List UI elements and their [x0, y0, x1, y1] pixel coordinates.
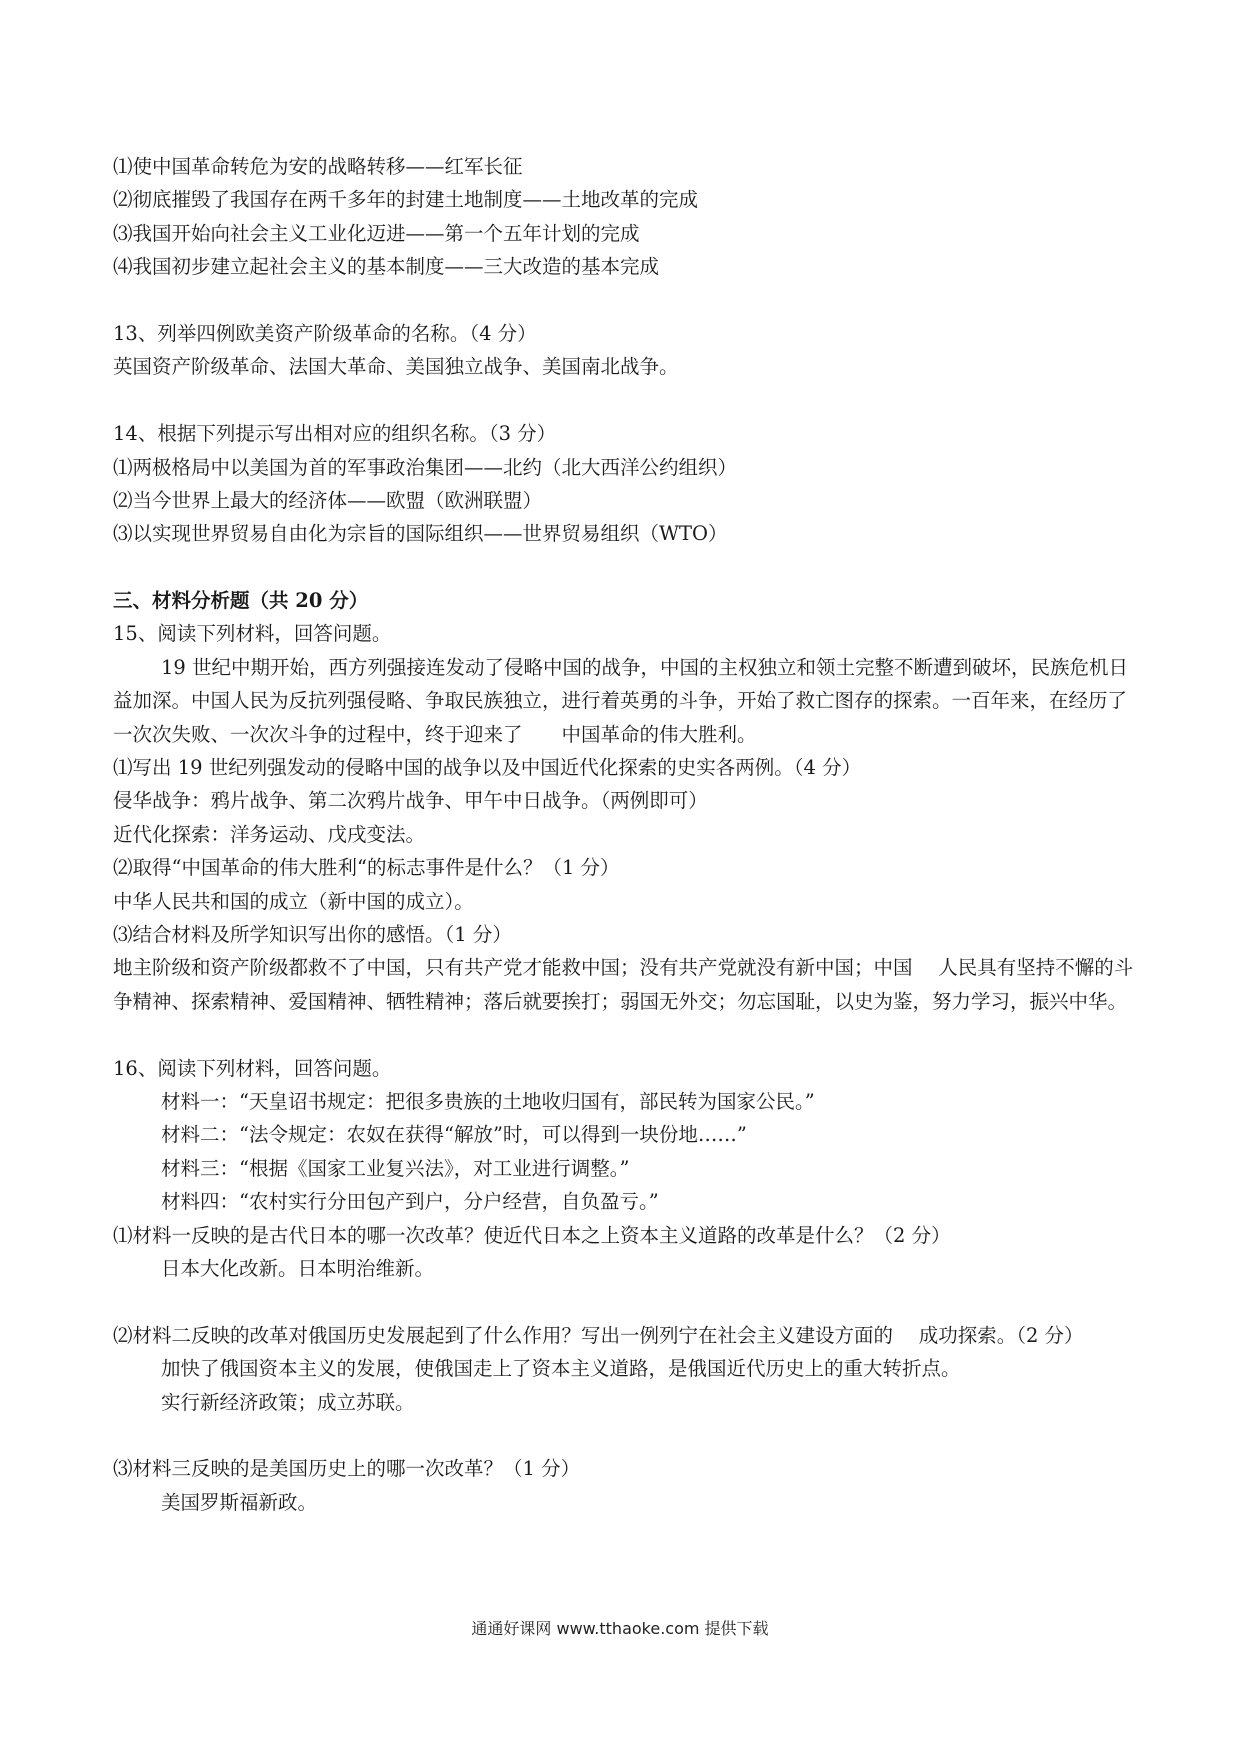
q16-sub2-question: ⑵材料二反映的改革对俄国历史发展起到了什么作用？写出一例列宁在社会主义建设方面的 成功探索。（2 分） [113, 1323, 1084, 1347]
q15-question: 15、阅读下列材料，回答问题。 [113, 622, 392, 646]
q16-material-4: 材料四：“农村实行分田包产到户，分户经营，自负盈亏。” [161, 1190, 659, 1214]
q16-material-1: 材料一：“天皇诏书规定：把很多贵族的土地收归国有，部民转为国家公民。” [161, 1090, 815, 1114]
q13-question: 13、列举四例欧美资产阶级革命的名称。（4 分） [113, 321, 537, 345]
q15-sub2-question: ⑵取得“中国革命的伟大胜利“的标志事件是什么？（1 分） [113, 856, 620, 880]
q15-sub2-answer: 中华人民共和国的成立（新中国的成立）。 [113, 889, 474, 913]
section-heading: 三、材料分析题（共 20 分） [113, 589, 369, 613]
q14-item-2: ⑵当今世界上最大的经济体——欧盟（欧洲联盟） [113, 488, 543, 512]
q16-sub2-answer-1: 加快了俄国资本主义的发展，使俄国走上了资本主义道路，是俄国近代历史上的重大转折点。 [161, 1357, 961, 1381]
q16-sub3-answer: 美国罗斯福新政。 [161, 1490, 318, 1514]
q15-sub3-answer: 地主阶级和资产阶级都救不了中国，只有共产党才能救中国；没有共产党就没有新中国；中国 人民具有坚持不懈的斗争精神、探索精神、爱国精神、牺牲精神；落后就要挨打；弱国无外交；勿忘国耻，以史为鉴，努力学习，振兴中华。 [113, 956, 1134, 1013]
q15-sub3-question: ⑶结合材料及所学知识写出你的感悟。（1 分） [113, 923, 512, 947]
q13-answer: 英国资产阶级革命、法国大革命、美国独立战争、美国南北战争。 [113, 355, 679, 379]
q14-question: 14、根据下列提示写出相对应的组织名称。（3 分） [113, 422, 557, 446]
q12-item-3: ⑶我国开始向社会主义工业化迈进——第一个五年计划的完成 [113, 221, 640, 245]
q12-item-4: ⑷我国初步建立起社会主义的基本制度——三大改造的基本完成 [113, 255, 660, 279]
q15-sub1-answer-2: 近代化探索：洋务运动、戊戌变法。 [113, 822, 426, 846]
q16-sub2-answer-2: 实行新经济政策；成立苏联。 [161, 1390, 415, 1414]
q14-item-3: ⑶以实现世界贸易自由化为宗旨的国际组织——世界贸易组织（WTO） [113, 522, 728, 546]
q15-sub1-answer-1: 侵华战争：鸦片战争、第二次鸦片战争、甲午中日战争。（两例即可） [113, 789, 708, 813]
q16-sub1-answer: 日本大化改新。日本明治维新。 [161, 1256, 435, 1280]
q12-item-1: ⑴使中国革命转危为安的战略转移——红军长征 [113, 155, 523, 178]
q15-sub1-question: ⑴写出 19 世纪列强发动的侵略中国的战争以及中国近代化探索的史实各两例。（4 分） [113, 756, 862, 780]
q16-material-2: 材料二：“法令规定：农奴在获得“解放”时，可以得到一块份地……” [161, 1123, 747, 1147]
q16-question: 16、阅读下列材料，回答问题。 [113, 1056, 392, 1080]
q16-material-3: 材料三：“根据《国家工业复兴法》，对工业进行调整。” [161, 1156, 630, 1180]
q12-item-2: ⑵彻底摧毁了我国存在两千多年的封建土地制度——土地改革的完成 [113, 188, 699, 212]
footer-credit: 通通好课网 www.tthaoke.com 提供下载 [471, 1619, 769, 1638]
q16-sub1-question: ⑴材料一反映的是古代日本的哪一次改革？使近代日本之上资本主义道路的改革是什么？（2 分） [113, 1223, 951, 1247]
q16-sub3-question: ⑶材料三反映的是美国历史上的哪一次改革？（1 分） [113, 1457, 581, 1481]
q14-item-1: ⑴两极格局中以美国为首的军事政治集团——北约（北大西洋公约组织） [113, 455, 738, 479]
document-body [113, 150, 1143, 1519]
q15-material: 19 世纪中期开始，西方列强接连发动了侵略中国的战争，中国的主权独立和领土完整不断遭到破坏，民族危机日益加深。中国人民为反抗列强侵略、争取民族独立，进行着英勇的斗争，开始了救亡图存的探索。一百年来，在经历了一次次失败、一次次斗争的过程中，终于迎来了 中国革命的伟大胜利。 [113, 655, 1129, 746]
